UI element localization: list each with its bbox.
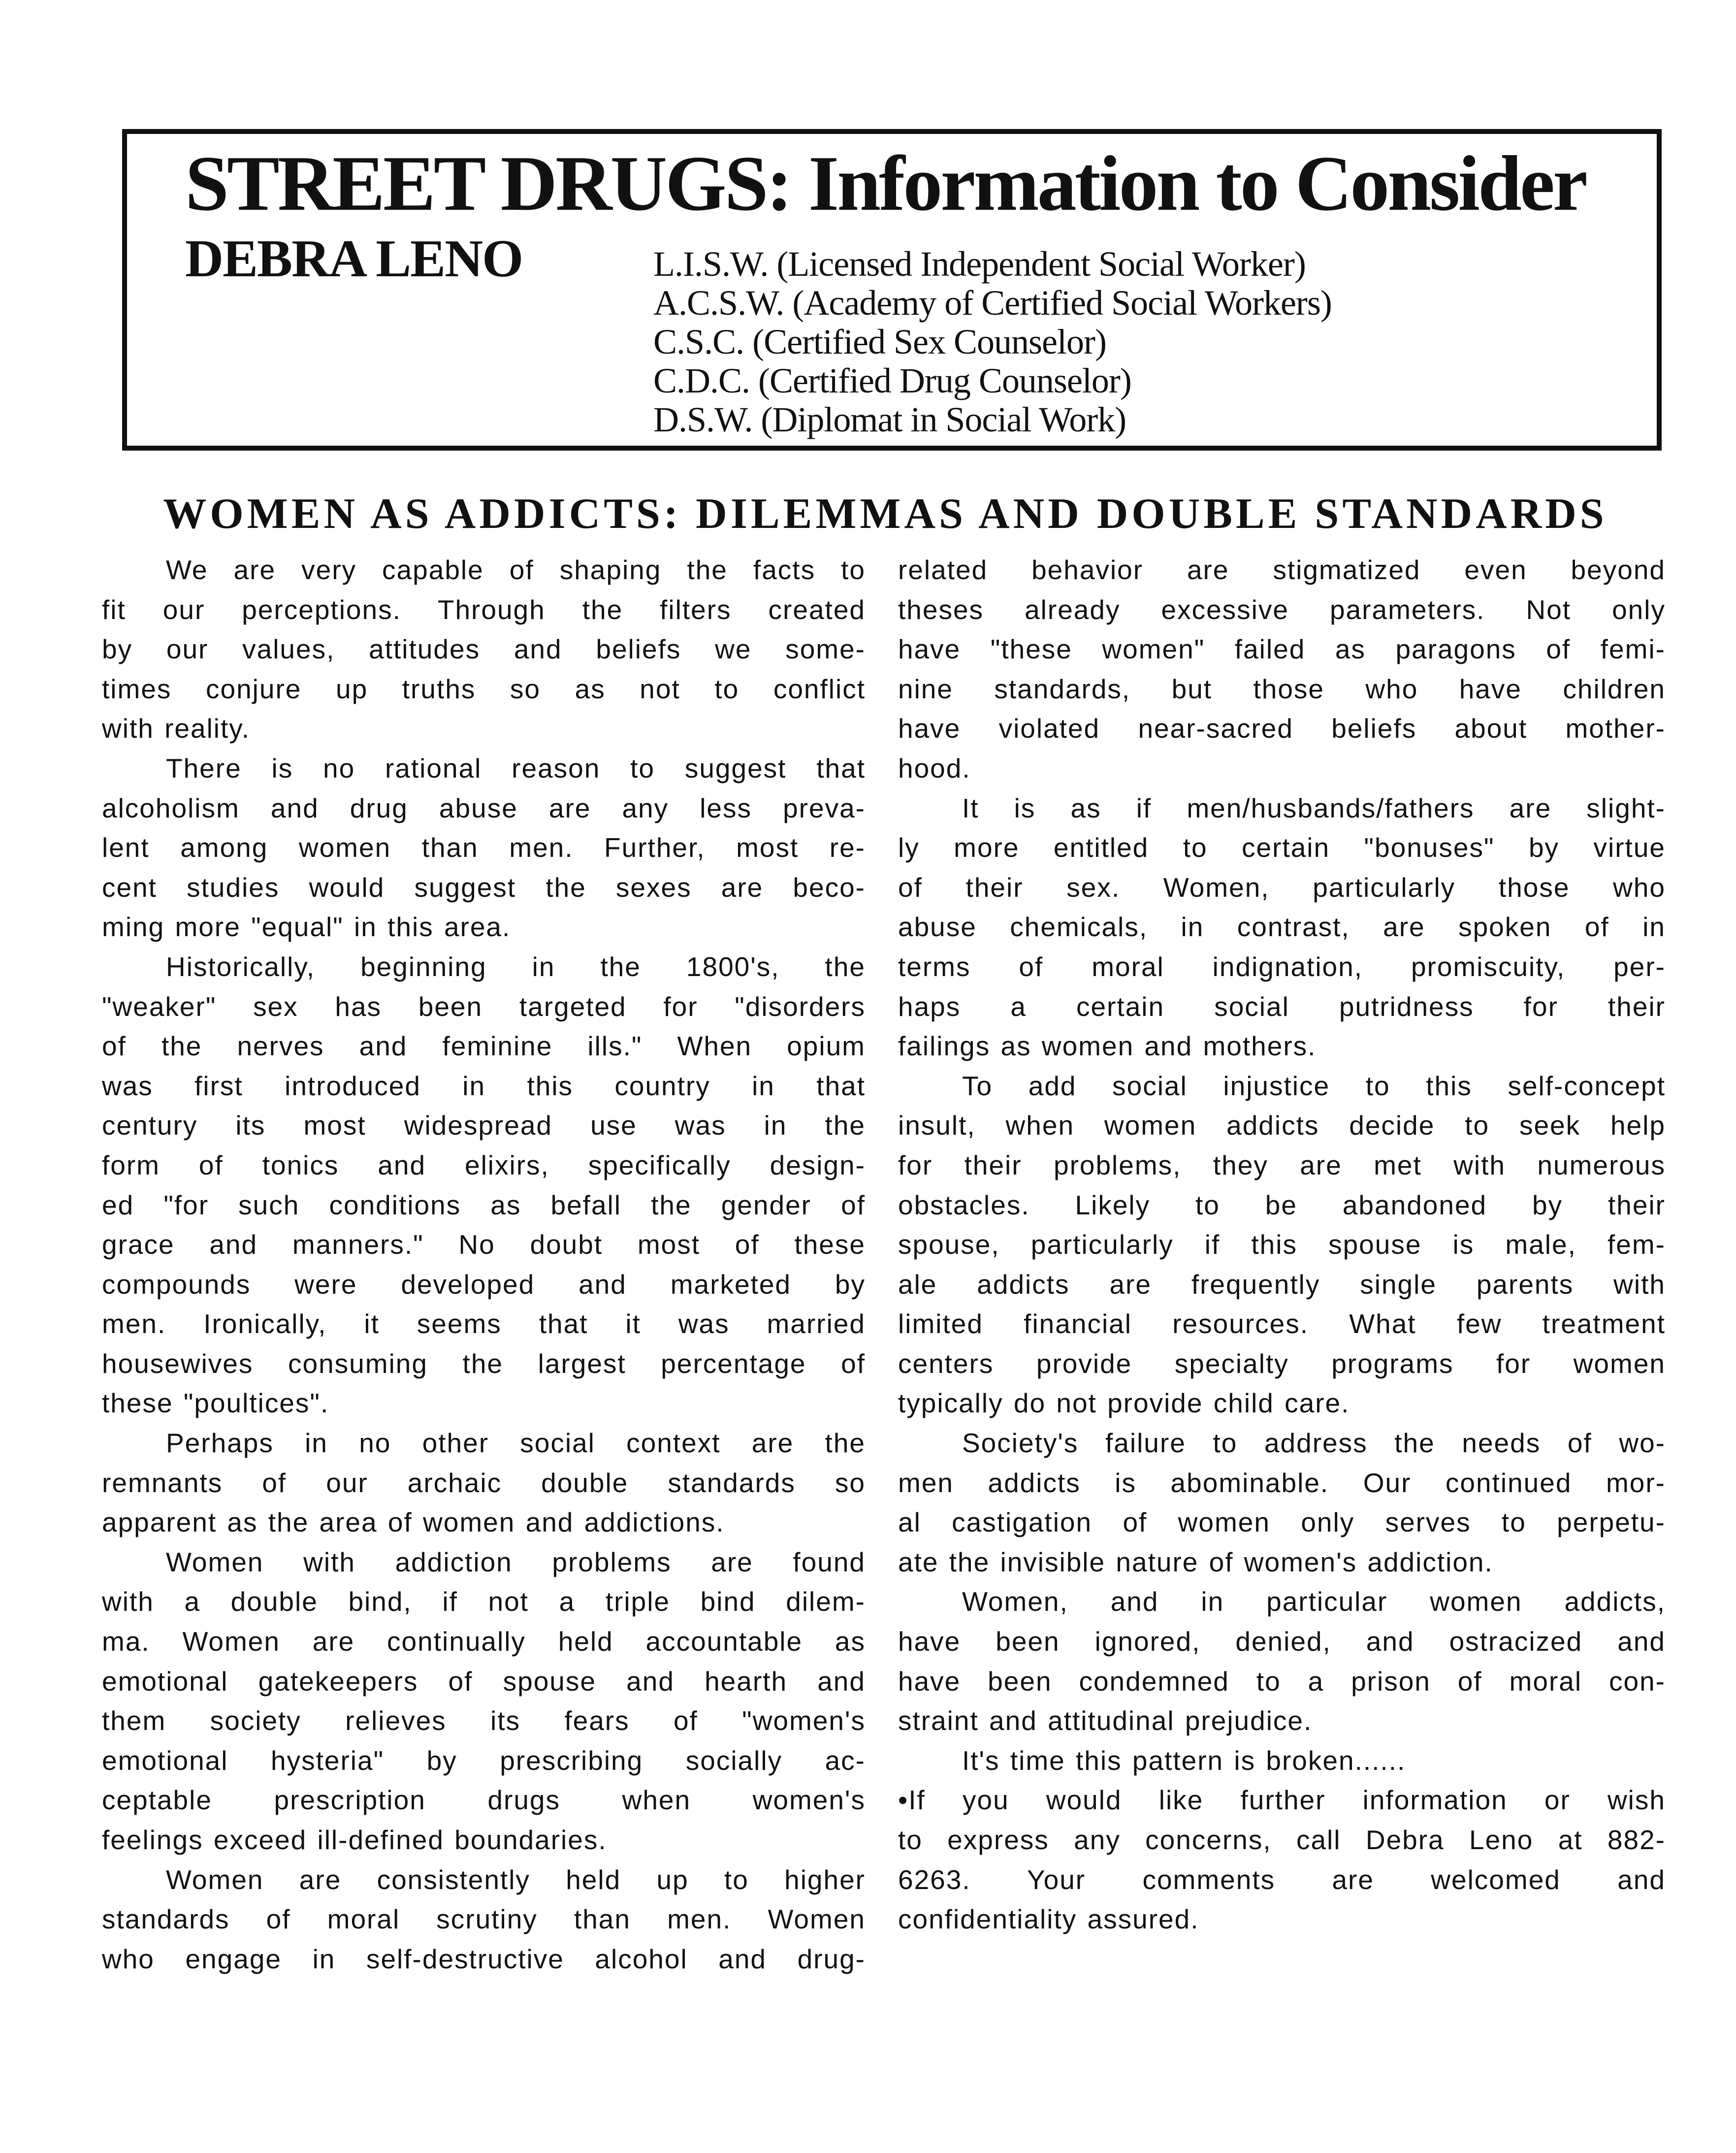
text-line: was first introduced in this country in that xyxy=(102,1070,866,1101)
text-line: standards of moral scrutiny than men. Women xyxy=(102,1904,866,1935)
text-line: We are very capable of shaping the facts to xyxy=(166,555,866,585)
text-line: limited financial resources. What few treatment xyxy=(898,1308,1666,1339)
text-line: haps a certain social putridness for their xyxy=(898,991,1666,1022)
text-line: There is no rational reason to suggest that xyxy=(166,752,866,783)
credential: C.S.C. (Certified Sex Counselor) xyxy=(653,322,1106,361)
paragraph xyxy=(102,1542,866,1860)
text-line: apparent as the area of women and addictions. xyxy=(102,1507,725,1538)
text-line: form of tonics and elixirs, specifically design- xyxy=(102,1149,866,1180)
text-line: centers provide specialty programs for women xyxy=(898,1348,1666,1379)
paragraph xyxy=(102,1423,866,1542)
text-line: ly more entitled to certain "bonuses" by virtue xyxy=(898,832,1666,863)
text-line: cent studies would suggest the sexes are beco- xyxy=(102,872,866,903)
text-line: Women are consistently held up to higher xyxy=(166,1864,866,1895)
text-line: emotional hysteria" by prescribing socially ac- xyxy=(102,1745,866,1776)
text-line: of the nerves and feminine ills." When opium xyxy=(102,1031,866,1062)
text-line: hood. xyxy=(898,752,971,783)
text-line: ate the invisible nature of women's addiction. xyxy=(898,1546,1493,1577)
text-line: related behavior are stigmatized even beyond xyxy=(898,555,1666,585)
text-line: al castigation of women only serves to perpetu- xyxy=(898,1507,1666,1538)
credential: C.D.C. (Certified Drug Counselor) xyxy=(653,361,1131,400)
text-line: of their sex. Women, particularly those who xyxy=(898,872,1666,903)
paragraph xyxy=(898,1780,1666,1939)
article-column-left xyxy=(102,550,866,1979)
text-line: to express any concerns, call Debra Leno at 882- xyxy=(898,1825,1666,1855)
paragraph xyxy=(102,1860,866,1979)
text-line: have "these women" failed as paragons of femi- xyxy=(898,634,1666,665)
text-line: compounds were developed and marketed by xyxy=(102,1269,866,1300)
paragraph xyxy=(898,1741,1666,1781)
text-line: times conjure up truths so as not to conflict xyxy=(102,673,866,704)
text-line: obstacles. Likely to be abandoned by their xyxy=(898,1189,1666,1220)
text-line: theses already excessive parameters. Not only xyxy=(898,594,1666,625)
paragraph xyxy=(898,1582,1666,1740)
text-line: emotional gatekeepers of spouse and hearth and xyxy=(102,1665,866,1696)
text-line: housewives consuming the largest percentage of xyxy=(102,1348,866,1379)
paragraph xyxy=(102,749,866,947)
paragraph xyxy=(898,1066,1666,1423)
text-line: with a double bind, if not a triple bind dilem- xyxy=(102,1586,866,1617)
text-line: century its most widespread use was in the xyxy=(102,1110,866,1141)
text-line: lent among women than men. Further, most re- xyxy=(102,832,866,863)
text-line: straint and attitudinal prejudice. xyxy=(898,1705,1313,1736)
text-line: remnants of our archaic double standards so xyxy=(102,1467,866,1498)
credential: D.S.W. (Diplomat in Social Work) xyxy=(653,400,1126,439)
paragraph xyxy=(898,788,1666,1066)
header-box xyxy=(122,129,1662,451)
text-line: confidentiality assured. xyxy=(898,1904,1199,1935)
text-line: men addicts is abominable. Our continued mor- xyxy=(898,1467,1666,1498)
text-line: Historically, beginning in the 1800's, the xyxy=(166,951,866,982)
text-line: insult, when women addicts decide to seek help xyxy=(898,1110,1666,1141)
text-line: them society relieves its fears of "women's xyxy=(102,1705,866,1736)
text-line: abuse chemicals, in contrast, are spoken of in xyxy=(898,912,1666,943)
text-line: "weaker" sex has been targeted for "disorders xyxy=(102,991,866,1022)
text-line: feelings exceed ill-defined boundaries. xyxy=(102,1825,607,1855)
paragraph xyxy=(898,1423,1666,1582)
text-line: nine standards, but those who have children xyxy=(898,673,1666,704)
text-line: grace and manners." No doubt most of these xyxy=(102,1229,866,1260)
text-line: Women, and in particular women addicts, xyxy=(962,1586,1666,1617)
text-line: ming more "equal" in this area. xyxy=(102,912,511,943)
author-name: DEBRA LENO xyxy=(185,229,523,288)
text-line: by our values, attitudes and beliefs we some- xyxy=(102,634,866,665)
article-column-right xyxy=(898,550,1666,1939)
text-line: have been ignored, denied, and ostracized and xyxy=(898,1626,1666,1657)
paragraph xyxy=(898,550,1666,788)
text-line: ed "for such conditions as befall the gender of xyxy=(102,1189,866,1220)
text-line: It's time this pattern is broken...... xyxy=(962,1745,1406,1776)
text-line: To add social injustice to this self-concept xyxy=(962,1070,1666,1101)
text-line: terms of moral indignation, promiscuity, per- xyxy=(898,951,1666,982)
text-line: Women with addiction problems are found xyxy=(166,1546,866,1577)
text-line: alcoholism and drug abuse are any less preva- xyxy=(102,792,866,823)
paragraph xyxy=(102,550,866,749)
text-line: these "poultices". xyxy=(102,1388,329,1419)
credentials-list xyxy=(653,245,1332,439)
text-line: failings as women and mothers. xyxy=(898,1031,1317,1062)
paragraph xyxy=(102,947,866,1423)
column-title: STREET DRUGS: Information to Consider xyxy=(185,139,1586,227)
text-line: Perhaps in no other social context are the xyxy=(166,1428,866,1459)
text-line: men. Ironically, it seems that it was married xyxy=(102,1308,866,1339)
text-line: typically do not provide child care. xyxy=(898,1388,1350,1419)
text-line: Society's failure to address the needs of wo- xyxy=(962,1428,1666,1459)
text-line: •If you would like further information or wish xyxy=(898,1785,1666,1816)
text-line: have violated near-sacred beliefs about mother- xyxy=(898,713,1666,744)
credential: L.I.S.W. (Licensed Independent Social Worker) xyxy=(653,244,1306,284)
text-line: It is as if men/husbands/fathers are slight- xyxy=(962,792,1666,823)
text-line: 6263. Your comments are welcomed and xyxy=(898,1864,1666,1895)
text-line: who engage in self-destructive alcohol and drug- xyxy=(102,1943,866,1974)
text-line: have been condemned to a prison of moral con- xyxy=(898,1665,1666,1696)
text-line: ma. Women are continually held accountable as xyxy=(102,1626,866,1657)
text-line: with reality. xyxy=(102,713,250,744)
text-line: ale addicts are frequently single parents with xyxy=(898,1269,1666,1300)
text-line: spouse, particularly if this spouse is male, fem- xyxy=(898,1229,1666,1260)
text-line: fit our perceptions. Through the filters created xyxy=(102,594,866,625)
text-line: ceptable prescription drugs when women's xyxy=(102,1785,866,1816)
article-headline: WOMEN AS ADDICTS: DILEMMAS AND DOUBLE STANDARDS xyxy=(163,490,1607,538)
credential: A.C.S.W. (Academy of Certified Social Workers) xyxy=(653,283,1332,323)
text-line: for their problems, they are met with numerous xyxy=(898,1149,1666,1180)
